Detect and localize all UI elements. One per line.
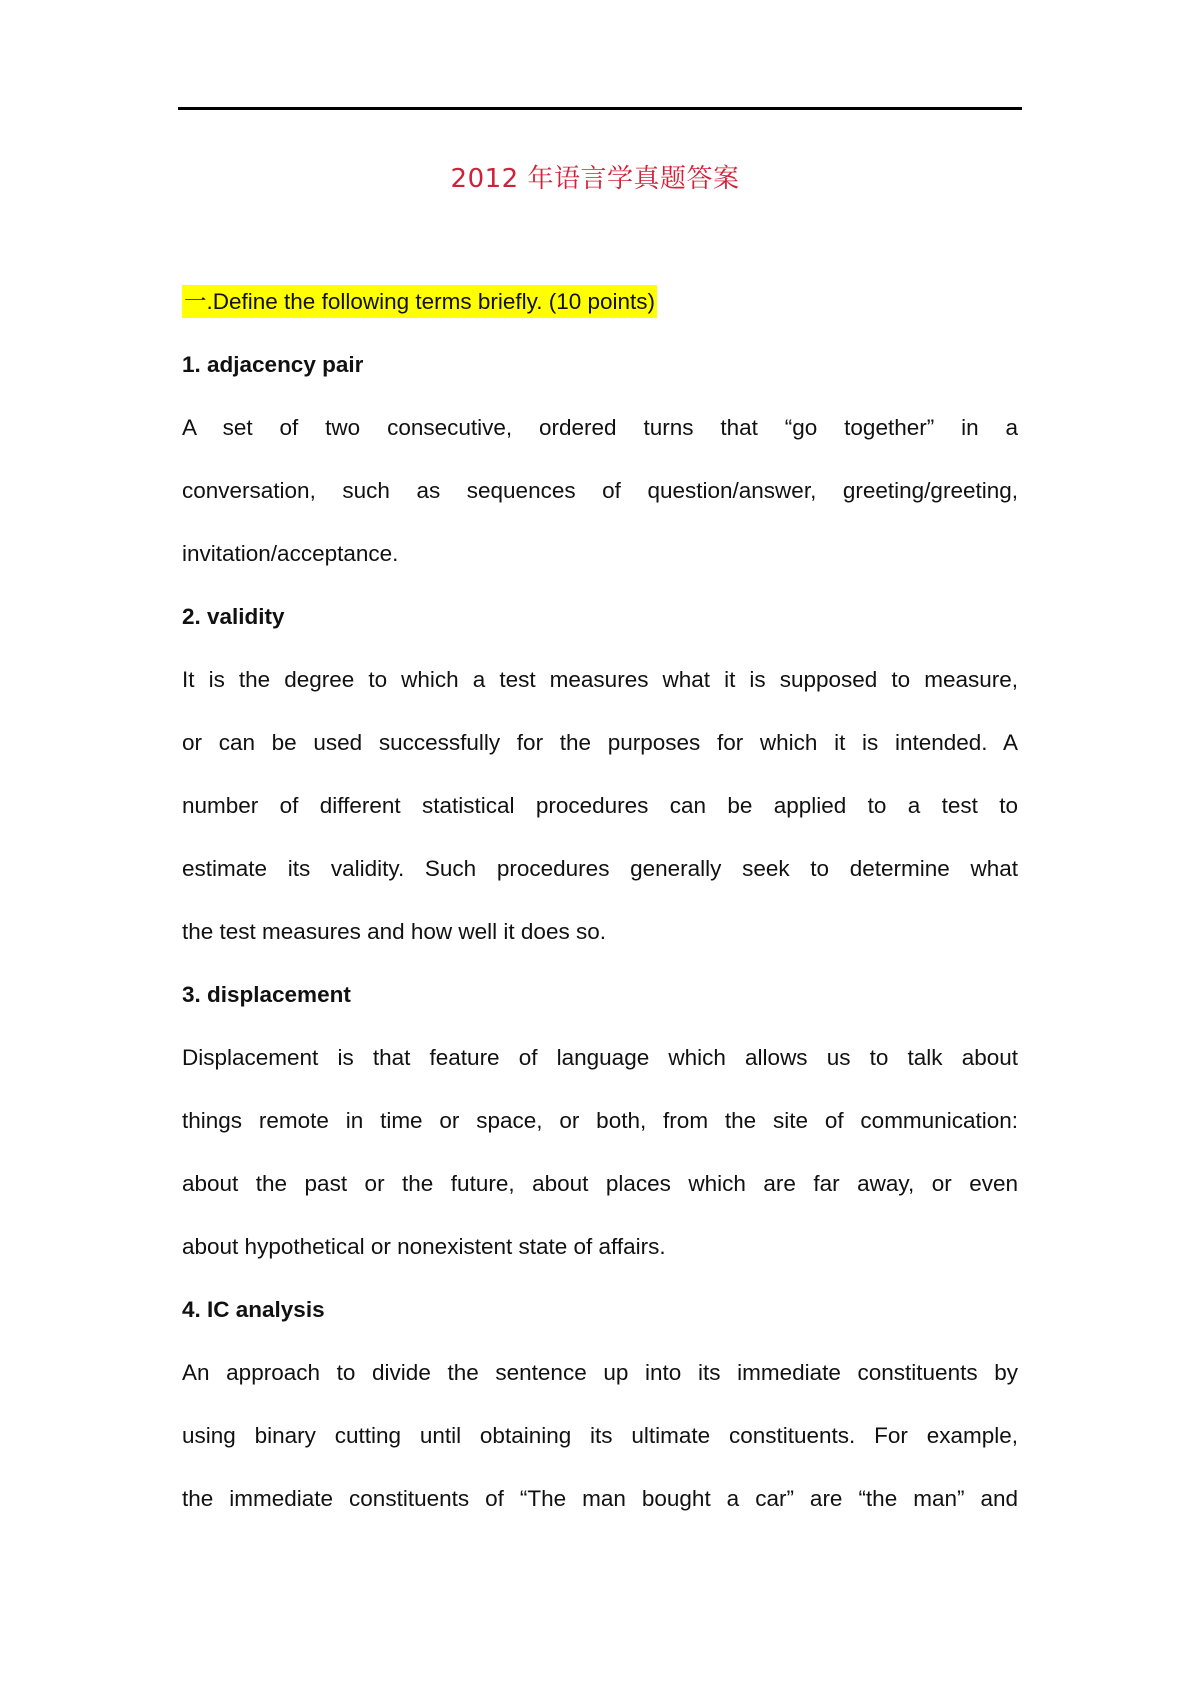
definition-line: number of different statistical procedures can be applied to a test to [182,793,1018,818]
document-body [182,282,1018,1542]
term-heading: 4. IC analysis [182,1297,325,1322]
definition-line: An approach to divide the sentence up into its immediate constituents by [182,1360,1018,1385]
terms-list [182,345,1018,1542]
header-rule [178,107,1022,110]
definition-line: It is the degree to which a test measures what it is supposed to measure, [182,667,1018,692]
section-heading-line [182,282,1018,345]
section-heading: 一.Define the following terms briefly. (10 points) [182,285,657,318]
definition-line: or can be used successfully for the purposes for which it is intended. A [182,730,1018,755]
term-heading: 3. displacement [182,982,351,1007]
definition-line: the test measures and how well it does so. [182,919,606,944]
definition-line: A set of two consecutive, ordered turns that “go together” in a [182,415,1018,440]
definition-line: estimate its validity. Such procedures generally seek to determine what [182,856,1018,881]
definition-line: the immediate constituents of “The man bought a car” are “the man” and [182,1486,1018,1511]
term-heading: 2. validity [182,604,285,629]
definition-line: things remote in time or space, or both, from the site of communication: [182,1108,1018,1133]
term-heading: 1. adjacency pair [182,352,364,377]
definition-line: about the past or the future, about places which are far away, or even [182,1171,1018,1196]
definition-line: about hypothetical or nonexistent state of affairs. [182,1234,666,1259]
document-title: 2012 年语言学真题答案 [450,164,740,194]
definition-line: invitation/acceptance. [182,541,399,566]
definition-line: Displacement is that feature of language which allows us to talk about [182,1045,1018,1070]
definition-line: using binary cutting until obtaining its ultimate constituents. For example, [182,1423,1018,1448]
definition-line: conversation, such as sequences of question/answer, greeting/greeting, [182,478,1018,503]
